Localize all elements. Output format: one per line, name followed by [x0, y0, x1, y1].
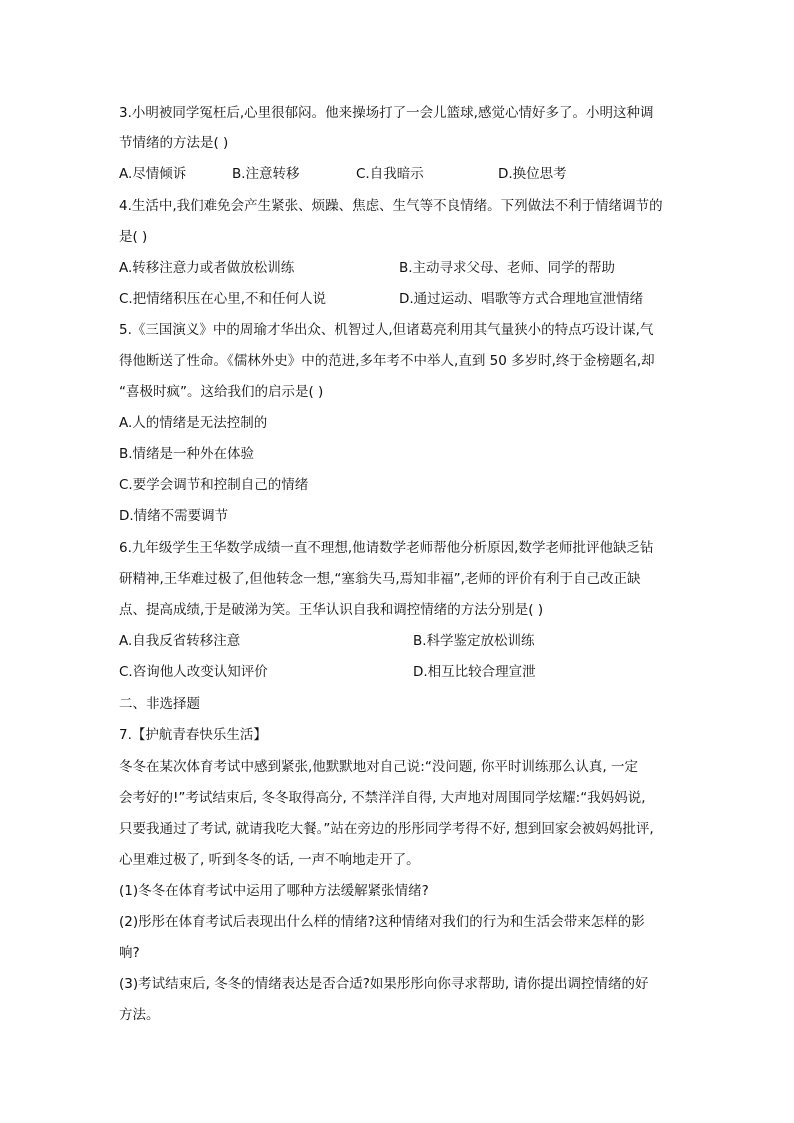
q6-option-a: A.自我反省转移注意	[119, 633, 241, 649]
q6-stem-line3: 点、提高成绩,于是破涕为笑。王华认识自我和调控情绪的方法分别是( )	[119, 602, 544, 618]
q3-stem-line1: 3.小明被同学冤枉后,心里很郁闷。他来操场打了一会儿篮球,感觉心情好多了。小明这种调	[119, 105, 654, 121]
q3-option-a: A.尽情倾诉	[119, 166, 187, 182]
q4-option-b: B.主动寻求父母、老师、同学的帮助	[399, 260, 616, 276]
q4-option-d: D.通过运动、唱歌等方式合理地宣泄情绪	[399, 291, 644, 307]
q7-subquestion-1: (1)冬冬在体育考试中运用了哪种方法缓解紧张情绪?	[119, 883, 429, 899]
q7-title: 7.【护航青春快乐生活】	[119, 727, 267, 743]
q7-subquestion-2-line2: 响?	[119, 945, 140, 961]
q4-stem-line2: 是( )	[119, 229, 148, 245]
section-heading: 二、非选择题	[119, 696, 200, 712]
q3-option-d: D.换位思考	[498, 166, 567, 182]
q7-subquestion-2-line1: (2)彤彤在体育考试后表现出什么样的情绪?这种情绪对我们的行为和生活会带来怎样的影	[119, 914, 645, 930]
q5-option-a: A.人的情绪是无法控制的	[119, 415, 268, 431]
q5-option-c: C.要学会调节和控制自己的情绪	[119, 477, 309, 493]
q5-option-b: B.情绪是一种外在体验	[119, 446, 255, 462]
q3-option-c: C.自我暗示	[356, 166, 424, 182]
q5-stem-line2: 得他断送了性命。《儒林外史》中的范进,多年考不中举人,直到 50 多岁时,终于金榜题名,却	[119, 353, 655, 369]
q7-subquestion-3-line2: 方法。	[119, 1007, 160, 1023]
q4-option-a: A.转移注意力或者做放松训练	[119, 260, 295, 276]
q7-paragraph-line2: 会考好的!”考试结束后, 冬冬取得高分, 不禁洋洋自得, 大声地对周围同学炫耀:“我妈妈说,	[119, 790, 646, 806]
q5-stem-line3: “喜极时疯”。这给我们的启示是( )	[119, 384, 324, 400]
q6-stem-line2: 研精神,王华难过极了,但他转念一想,“塞翁失马,焉知非福”,老师的评价有利于自己改正缺	[119, 571, 641, 587]
q5-option-d: D.情绪不需要调节	[119, 508, 229, 524]
q4-option-c: C.把情绪积压在心里,不和任何人说	[119, 291, 327, 307]
q3-option-b: B.注意转移	[232, 166, 300, 182]
q7-paragraph-line3: 只要我通过了考试, 就请我吃大餐。”站在旁边的彤彤同学考得不好, 想到回家会被妈妈批评,	[119, 821, 654, 837]
q5-stem-line1: 5.《三国演义》中的周瑜才华出众、机智过人,但诸葛亮利用其气量狭小的特点巧设计谋,气	[119, 322, 654, 338]
q3-stem-line2: 节情绪的方法是( )	[119, 135, 229, 151]
q7-paragraph-line4: 心里难过极了, 听到冬冬的话, 一声不响地走开了。	[119, 852, 420, 868]
q6-option-d: D.相互比较合理宣泄	[413, 664, 536, 680]
q6-option-c: C.咨询他人改变认知评价	[119, 664, 268, 680]
q6-option-b: B.科学鉴定放松训练	[413, 633, 535, 649]
q7-paragraph-line1: 冬冬在某次体育考试中感到紧张,他默默地对自己说:“没问题, 你平时训练那么认真, 一定	[119, 759, 638, 775]
q4-stem-line1: 4.生活中,我们难免会产生紧张、烦躁、焦虑、生气等不良情绪。下列做法不利于情绪调节的	[119, 198, 663, 214]
q7-subquestion-3-line1: (3)考试结束后, 冬冬的情绪表达是否合适?如果彤彤向你寻求帮助, 请你提出调控情绪的好	[119, 976, 649, 992]
q6-stem-line1: 6.九年级学生王华数学成绩一直不理想,他请数学老师帮他分析原因,数学老师批评他缺乏钻	[119, 540, 654, 556]
